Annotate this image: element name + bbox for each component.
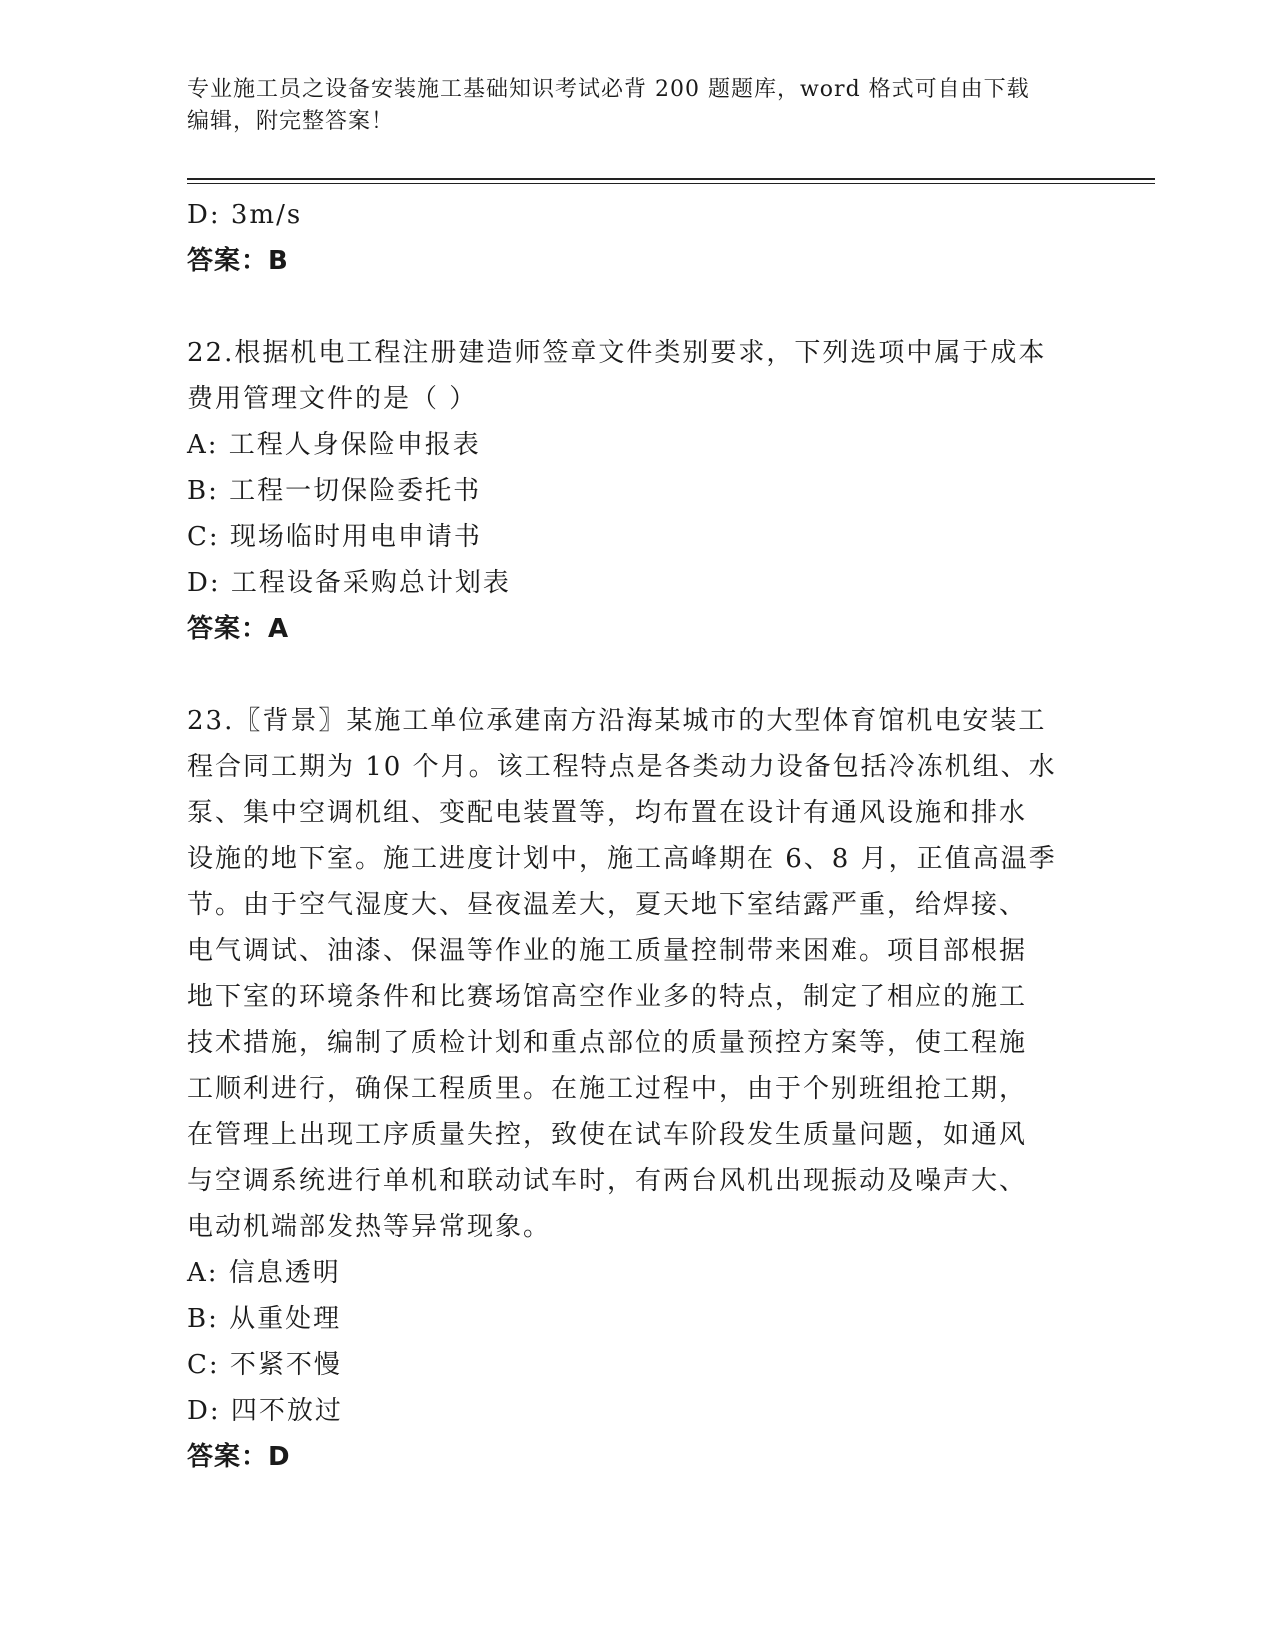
option-a: A: 信息透明 (187, 1258, 341, 1288)
header-divider-thick (187, 178, 1155, 180)
header-title-line-2: 编辑，附完整答案！ (187, 109, 395, 134)
header-title-line-1: 专业施工员之设备安装施工基础知识考试必背 200 题题库，word 格式可自由下载 (187, 77, 1030, 102)
document-header (187, 74, 1067, 138)
question-stem-line: 在管理上出现工序质量失控，致使在试车阶段发生质量问题，如通风 (187, 1120, 1028, 1150)
document-body (187, 192, 1087, 1480)
question-stem-line: 泵、集中空调机组、变配电装置等，均布置在设计有通风设施和排水 (187, 798, 1028, 828)
option-d: D: 3m/s (187, 200, 303, 230)
question-stem-line: 费用管理文件的是（ ） (187, 384, 478, 414)
question-22 (187, 330, 1087, 652)
question-stem-line: 地下室的环境条件和比赛场馆高空作业多的特点，制定了相应的施工 (187, 982, 1028, 1012)
question-stem-line: 节。由于空气湿度大、昼夜温差大，夏天地下室结露严重，给焊接、 (187, 890, 1028, 920)
header-divider-thin (187, 183, 1155, 184)
question-stem-line: 22.根据机电工程注册建造师签章文件类别要求，下列选项中属于成本 (187, 338, 1047, 368)
option-b: B: 工程一切保险委托书 (187, 476, 482, 506)
spacer (187, 652, 1087, 698)
option-b: B: 从重处理 (187, 1304, 342, 1334)
prev-question-tail (187, 192, 1087, 284)
option-c: C: 现场临时用电申请书 (187, 522, 482, 552)
question-stem-line: 程合同工期为 10 个月。该工程特点是各类动力设备包括冷冻机组、水 (187, 752, 1057, 782)
answer-line: 答案：B (187, 246, 289, 276)
spacer (187, 284, 1087, 330)
answer-line: 答案：A (187, 614, 290, 644)
option-d: D: 四不放过 (187, 1396, 343, 1426)
option-a: A: 工程人身保险申报表 (187, 430, 481, 460)
question-stem-line: 与空调系统进行单机和联动试车时，有两台风机出现振动及噪声大、 (187, 1166, 1028, 1196)
question-stem-line: 设施的地下室。施工进度计划中，施工高峰期在 6、8 月，正值高温季 (187, 844, 1057, 874)
question-stem-line: 工顺利进行，确保工程质里。在施工过程中，由于个别班组抢工期， (187, 1074, 1028, 1104)
question-stem-line: 23.〖背景〗某施工单位承建南方沿海某城市的大型体育馆机电安装工 (187, 706, 1047, 736)
question-stem-line: 电动机端部发热等异常现象。 (187, 1212, 552, 1242)
question-stem-line: 电气调试、油漆、保温等作业的施工质量控制带来困难。项目部根据 (187, 936, 1028, 966)
answer-line: 答案：D (187, 1442, 291, 1472)
question-23 (187, 698, 1087, 1480)
option-c: C: 不紧不慢 (187, 1350, 342, 1380)
question-stem-line: 技术措施，编制了质检计划和重点部位的质量预控方案等，使工程施 (187, 1028, 1028, 1058)
option-d: D: 工程设备采购总计划表 (187, 568, 511, 598)
